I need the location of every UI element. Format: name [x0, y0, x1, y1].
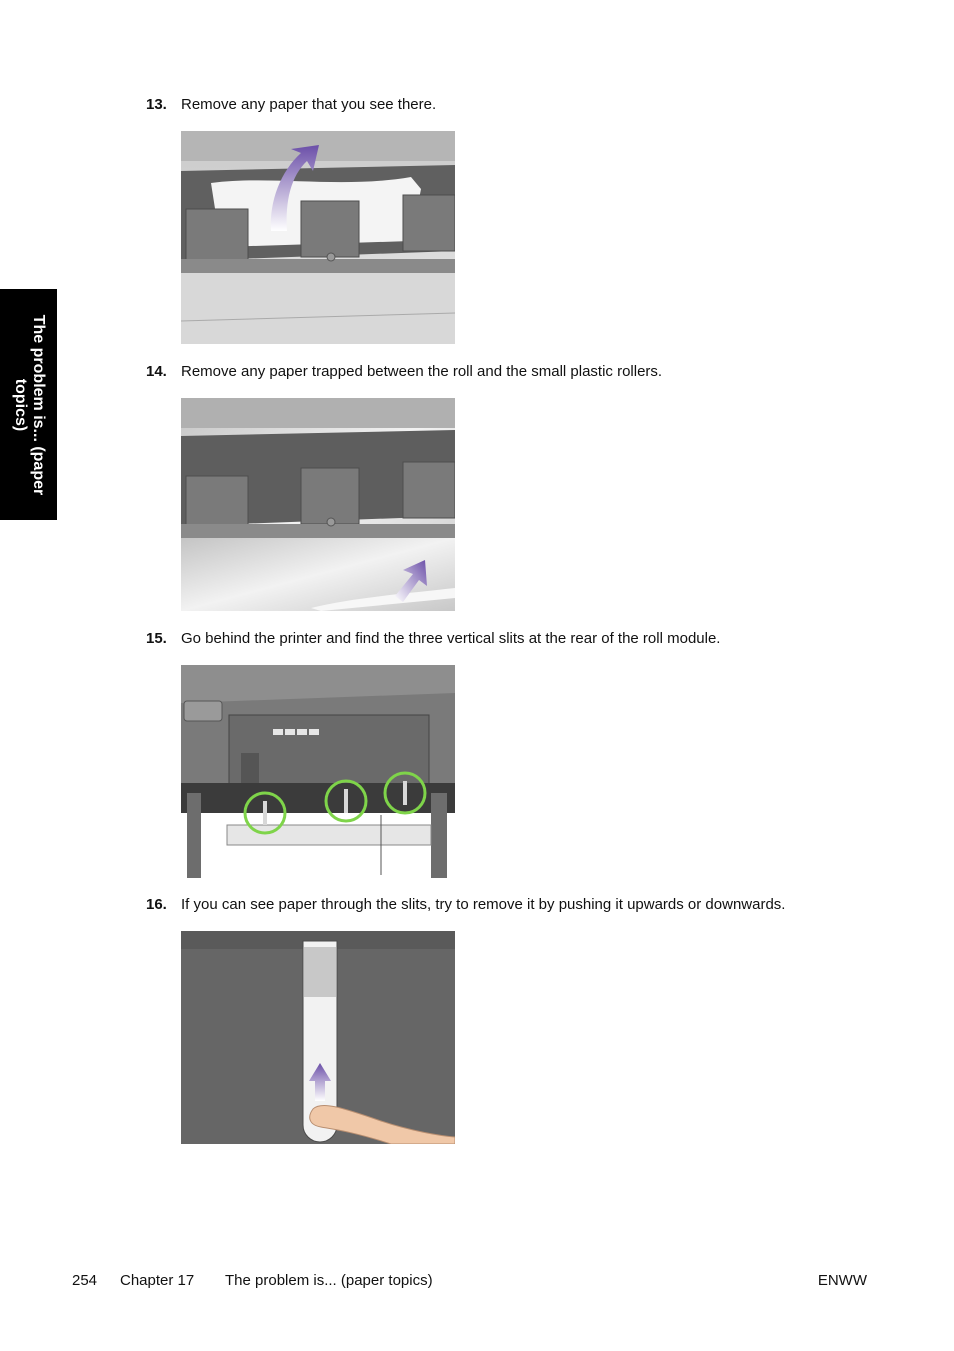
step-15	[146, 630, 720, 647]
step-14	[146, 363, 662, 380]
step-number: 15.	[146, 630, 167, 647]
figure-rear-slits	[181, 665, 455, 878]
step-text: Remove any paper that you see there.	[181, 96, 437, 113]
step-text: Remove any paper trapped between the roll and the small plastic rollers.	[181, 363, 663, 380]
step-number: 13.	[146, 96, 167, 113]
side-tab-label: The problem is... (paper topics)	[11, 314, 47, 495]
step-16	[146, 896, 785, 913]
step-13	[146, 96, 436, 113]
step-number: 16.	[146, 896, 167, 913]
step-text: If you can see paper through the slits, try to remove it by pushing it upwards or downwards.	[181, 896, 786, 913]
footer-page-number: 254	[72, 1272, 98, 1289]
figure-remove-paper	[181, 131, 455, 344]
footer-chapter: Chapter 17	[120, 1272, 195, 1289]
step-number: 14.	[146, 363, 167, 380]
figure-push-paper	[181, 931, 455, 1144]
side-tab	[0, 289, 57, 520]
figure-rollers	[181, 398, 455, 611]
step-text: Go behind the printer and find the three vertical slits at the rear of the roll module.	[181, 630, 721, 647]
footer-title: The problem is... (paper topics)	[225, 1272, 433, 1289]
footer-right: ENWW	[817, 1272, 867, 1289]
